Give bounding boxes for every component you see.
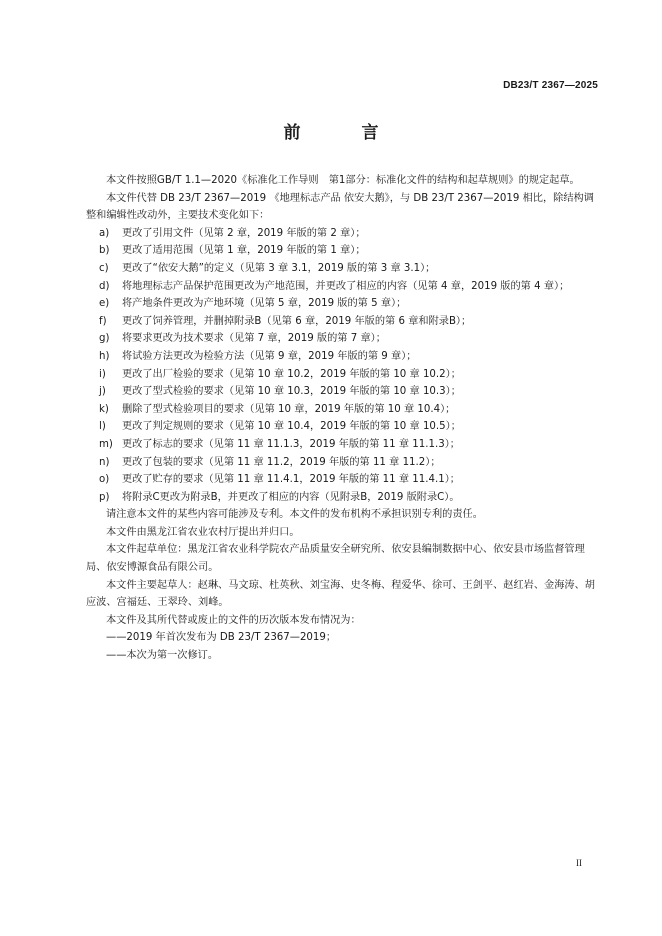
list-item-text: 更改了包装的要求（见第 11 章 11.2，2019 年版的第 11 章 11.2）；	[122, 456, 441, 468]
intro-paragraph-replacement: 本文件代替 DB 23/T 2367—2019 《地理标志产品 依安大鹅》，与 DB 23/T 2367—2019 相比，除结构调整和编辑性改动外，主要技术变化如下：	[86, 192, 594, 222]
list-item	[86, 295, 600, 313]
list-item	[86, 489, 600, 507]
list-item-label: o)	[99, 474, 110, 486]
list-item-text: 删除了型式检验项目的要求（见第 10 章，2019 年版的第 10 章 10.4）；	[122, 403, 456, 415]
list-item-label: a)	[99, 227, 110, 239]
list-item-text: 将附录C更改为附录B，并更改了相应的内容（见附录B，2019 版附录C）。	[122, 491, 460, 503]
list-item	[86, 454, 600, 472]
list-item	[86, 313, 600, 331]
list-item	[86, 278, 600, 296]
list-item-text: 更改了贮存的要求（见第 11 章 11.4.1，2019 年版的第 11 章 11.4.1）；	[122, 474, 460, 486]
list-item	[86, 330, 600, 348]
list-item-text: 更改了引用文件（见第 2 章，2019 年版的第 2 章）；	[122, 227, 366, 239]
intro-paragraph-drafting: 本文件按照GB/T 1.1—2020《标准化工作导则 第1部分：标准化文件的结构和起草规则》的规定起草。	[106, 175, 580, 186]
list-item	[86, 242, 600, 260]
list-item-label: p)	[99, 491, 110, 503]
list-item-label: j)	[99, 386, 106, 398]
list-item-text: 更改了判定规则的要求（见第 10 章 10.4，2019 年版的第 10 章 10.5）；	[122, 421, 461, 433]
main-drafters: 本文件主要起草人：赵琳、马文琼、杜英秋、刘宝海、史冬梅、程爱华、徐可、王剑平、赵红岩、金海涛、胡应波、宫福廷、王翠玲、刘峰。	[86, 579, 595, 609]
list-item-label: b)	[99, 245, 110, 257]
list-item-text: 更改了“依安大鹅”的定义（见第 3 章 3.1，2019 版的第 3 章 3.1）；	[122, 262, 436, 274]
document-number: DB23/T 2367—2025	[503, 80, 598, 91]
list-item-label: g)	[99, 333, 110, 345]
list-item-label: i)	[99, 368, 106, 380]
list-item-label: e)	[99, 298, 110, 310]
list-item-text: 更改了型式检验的要求（见第 10 章 10.3，2019 年版的第 10 章 10.3）；	[122, 386, 461, 398]
list-item-text: 将要求更改为技术要求（见第 7 章，2019 版的第 7 章）；	[122, 333, 386, 345]
list-item-text: 将试验方法更改为检验方法（见第 9 章，2019 年版的第 9 章）；	[122, 350, 417, 362]
changes-list	[86, 225, 600, 507]
list-item	[86, 383, 600, 401]
list-item-label: n)	[99, 456, 110, 468]
page-number: II	[576, 858, 582, 868]
list-item-label: l)	[99, 421, 106, 433]
history-item: ——2019 年首次发布为 DB 23/T 2367—2019；	[106, 632, 337, 644]
list-item-text: 将产地条件更改为产地环境（见第 5 章，2019 版的第 5 章）；	[122, 298, 407, 310]
list-item	[86, 348, 600, 366]
list-item-text: 更改了适用范围（见第 1 章，2019 年版的第 1 章）；	[122, 245, 366, 257]
list-item	[86, 260, 600, 278]
proposer-statement: 本文件由黑龙江省农业农村厅提出并归口。	[106, 526, 300, 538]
list-item	[86, 436, 600, 454]
list-item-text: 更改了出厂检验的要求（见第 10 章 10.2，2019 年版的第 10 章 10.2）；	[122, 368, 461, 380]
list-item	[86, 418, 600, 436]
history-intro: 本文件及其所代替或废止的文件的历次版本发布情况为：	[106, 614, 361, 626]
list-item-text: 更改了标志的要求（见第 11 章 11.1.3，2019 年版的第 11 章 11.1.3）；	[122, 438, 460, 450]
patent-notice: 请注意本文件的某些内容可能涉及专利。本文件的发布机构不承担识别专利的责任。	[106, 509, 483, 521]
list-item-label: d)	[99, 280, 110, 292]
list-item-label: f)	[99, 315, 107, 327]
list-item-label: m)	[99, 438, 113, 450]
drafting-organizations: 本文件起草单位：黑龙江省农业科学院农产品质量安全研究所、依安县编制数据中心、依安县市场监督管理局、依安博源食品有限公司。	[86, 544, 585, 574]
list-item	[86, 401, 600, 419]
list-item-text: 将地理标志产品保护范围更改为产地范围，并更改了相应的内容（见第 4 章，2019 版的第 4 章）；	[122, 280, 570, 292]
history-item: ——本次为第一次修订。	[106, 650, 219, 662]
list-item-text: 更改了饲养管理，并删掉附录B（见第 6 章，2019 年版的第 6 章和附录B）；	[122, 315, 472, 327]
list-item-label: h)	[99, 350, 110, 362]
list-item	[86, 225, 600, 243]
list-item-label: c)	[99, 262, 109, 274]
foreword-body	[86, 172, 600, 665]
page-title: 前 言	[283, 123, 401, 143]
list-item	[86, 471, 600, 489]
list-item	[86, 366, 600, 384]
list-item-label: k)	[99, 403, 109, 415]
